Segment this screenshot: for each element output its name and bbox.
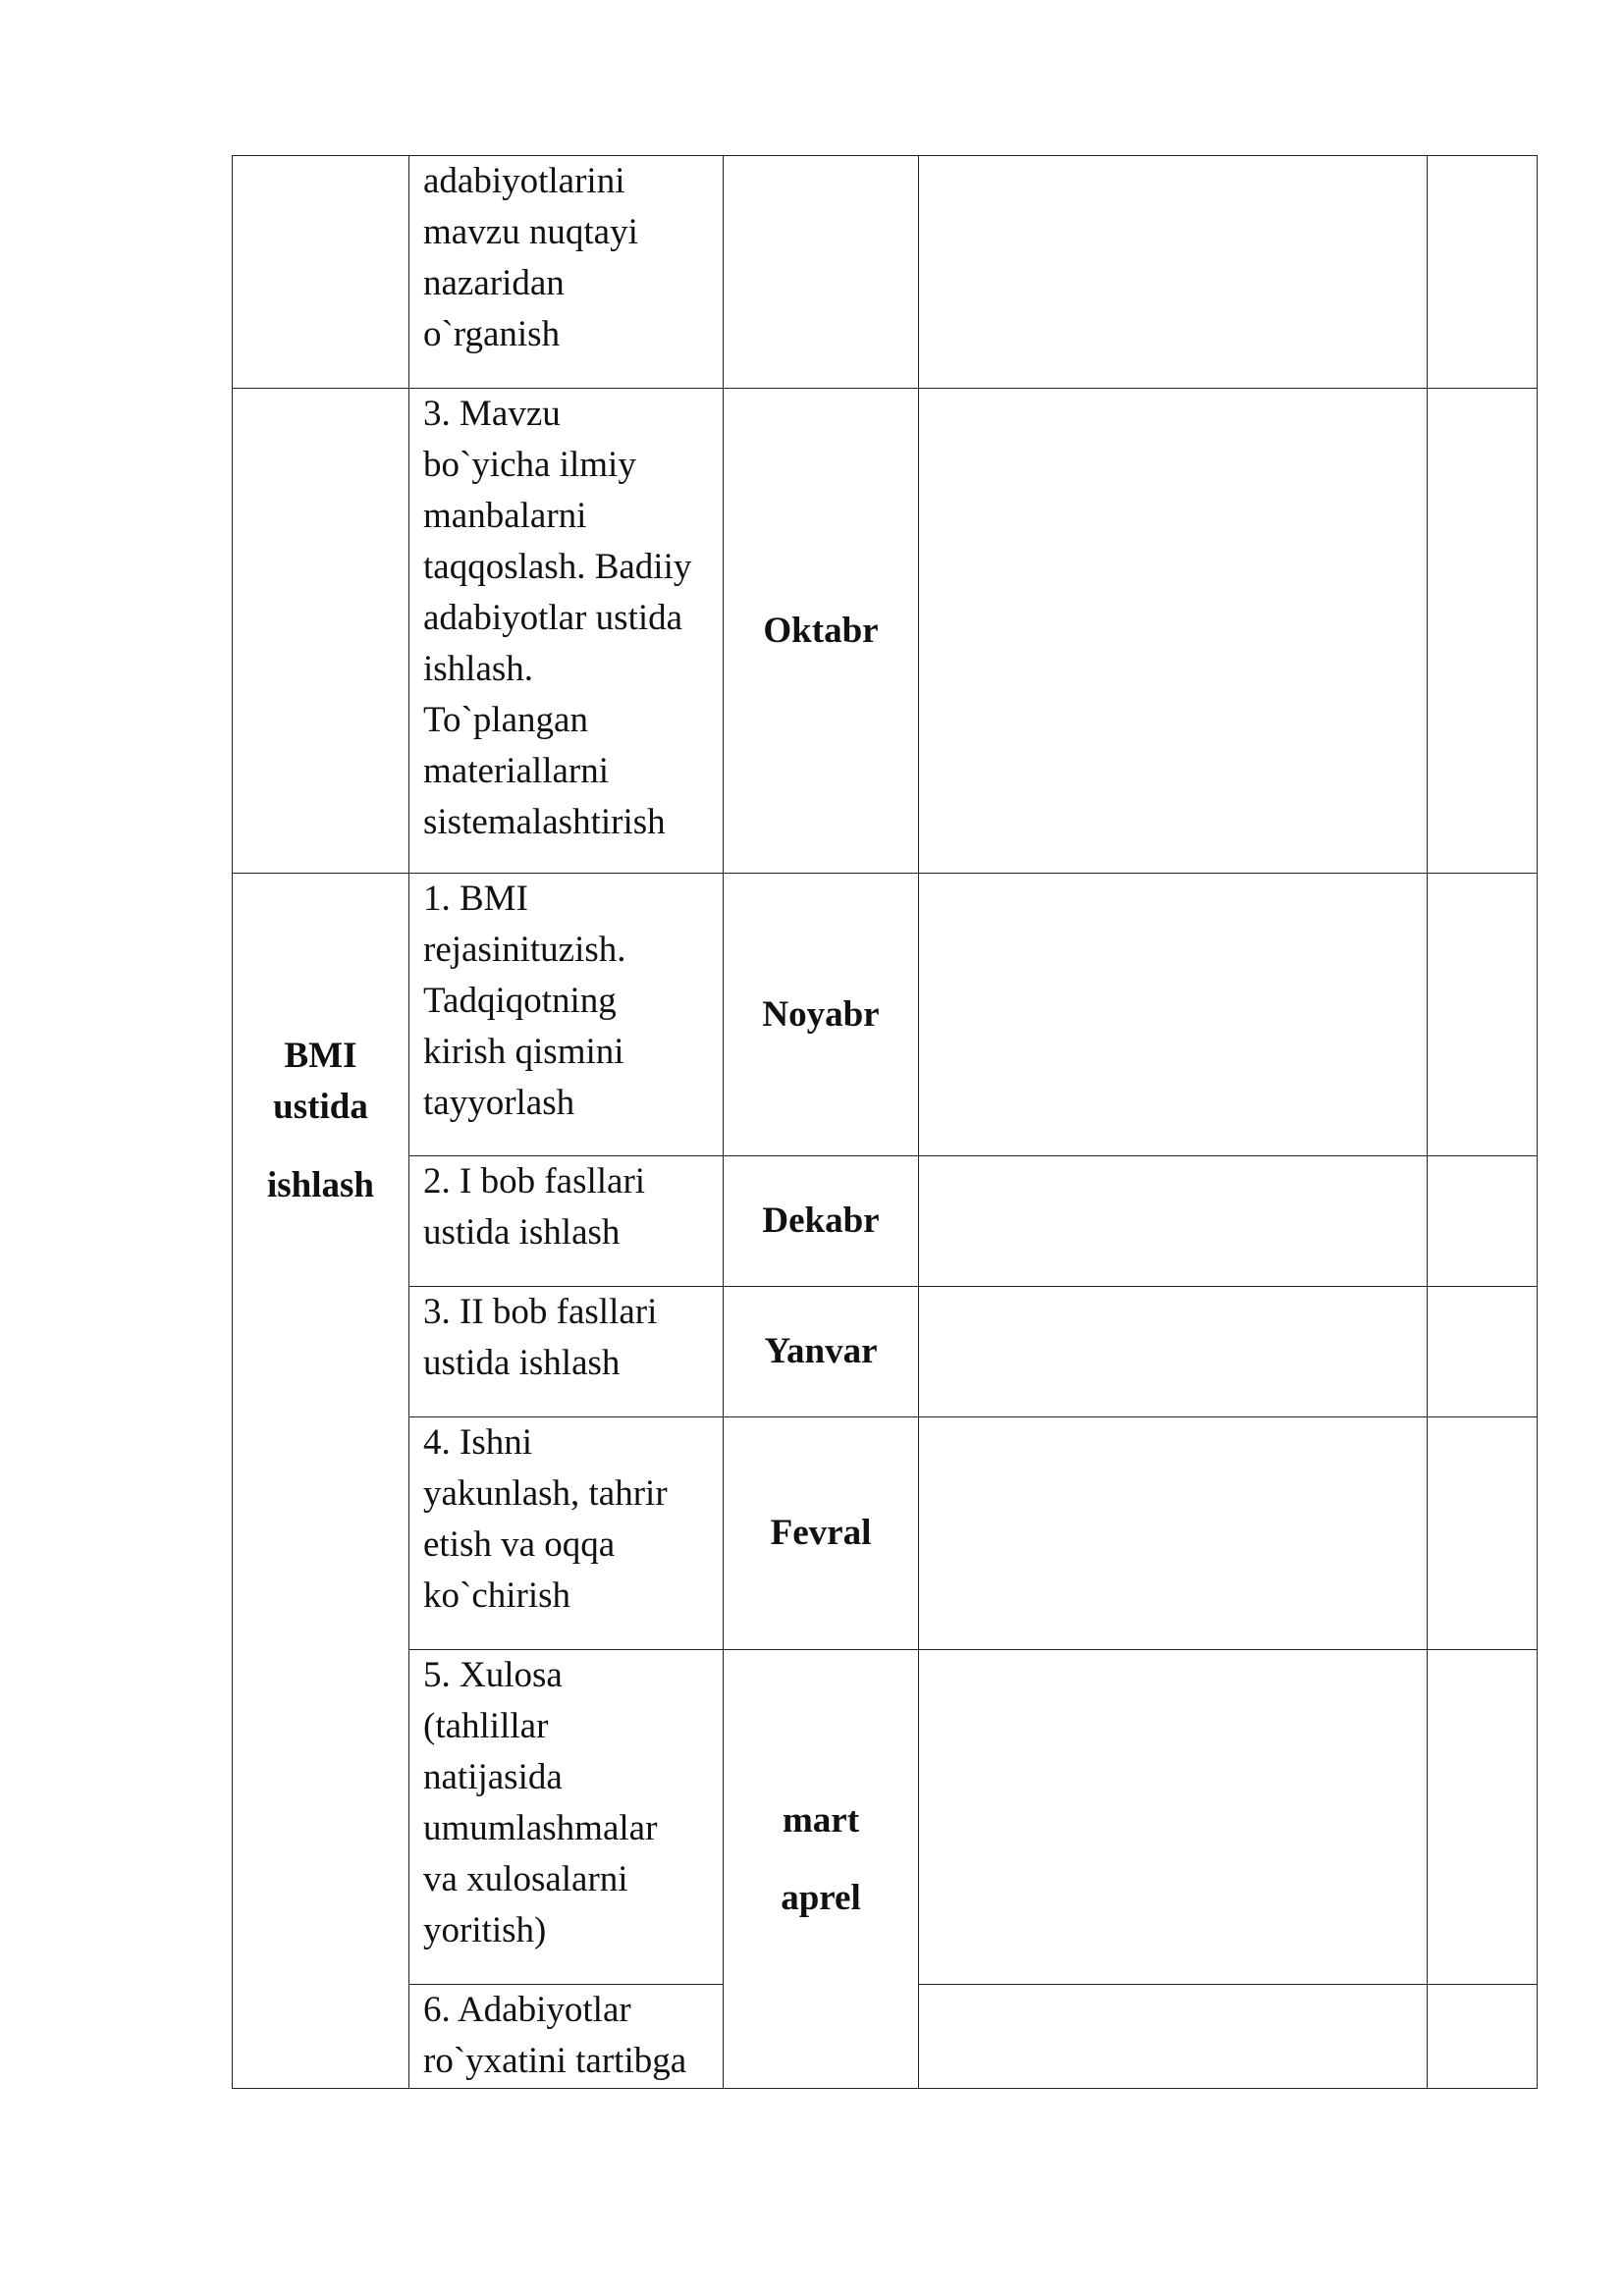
task-cell (409, 1417, 724, 1650)
task-cell (409, 156, 724, 389)
notes-cell (919, 1417, 1428, 1650)
month-cell (724, 1650, 919, 2089)
work-plan-table (232, 155, 1538, 2089)
stage-cell (233, 874, 409, 2089)
notes-cell (919, 1287, 1428, 1417)
stage-label-line: ishlash (266, 1165, 374, 1205)
task-text: 4. Ishni yakunlash, tahrir etish va oqqa ko`chirish (423, 1422, 668, 1616)
task-text: 2. I bob fasllari ustida ishlash (423, 1161, 646, 1253)
task-text: adabiyotlarini mavzu nuqtayi nazaridan o`rganish (423, 161, 638, 354)
mark-cell (1428, 389, 1538, 874)
table-row (233, 389, 1538, 874)
task-text: 6. Adabiyotlar ro`yxatini tartibga (423, 1990, 687, 2081)
table-row (233, 156, 1538, 389)
table-row (233, 1156, 1538, 1287)
task-text: 3. II bob fasllari ustida ishlash (423, 1292, 658, 1383)
mark-cell (1428, 1287, 1538, 1417)
mark-cell (1428, 1156, 1538, 1287)
month-cell (724, 1417, 919, 1650)
notes-cell (919, 1156, 1428, 1287)
task-text: 1. BMI rejasinituzish. Tadqiqotning kirish qismini tayyorlash (423, 879, 626, 1123)
month-text: Noyabr (762, 993, 880, 1035)
task-cell (409, 389, 724, 874)
stage-cell (233, 389, 409, 874)
mark-cell (1428, 156, 1538, 389)
table-row (233, 874, 1538, 1156)
mark-cell (1428, 1985, 1538, 2089)
month-cell (724, 1287, 919, 1417)
mark-cell (1428, 874, 1538, 1156)
notes-cell (919, 156, 1428, 389)
task-text: 5. Xulosa (tahlillar natijasida umumlashmalar va xulosalarni yoritish) (423, 1655, 658, 1950)
task-cell (409, 1156, 724, 1287)
month-cell (724, 156, 919, 389)
task-cell (409, 1985, 724, 2089)
month-text: mart (782, 1800, 860, 1841)
month-text: Dekabr (762, 1201, 880, 1241)
month-text: Yanvar (764, 1331, 878, 1371)
month-text: Oktabr (763, 610, 879, 651)
mark-cell (1428, 1650, 1538, 1985)
stage-label-line: BMI (284, 1036, 357, 1076)
month-cell (724, 389, 919, 874)
table-row (233, 1287, 1538, 1417)
notes-cell (919, 389, 1428, 874)
task-text: 3. Mavzu bo`yicha ilmiy manbalarni taqqoslash. Badiiy adabiyotlar ustida ishlash. To`plangan materiallarni sistemalashtirish (423, 394, 692, 842)
task-cell (409, 1650, 724, 1985)
table-row (233, 1417, 1538, 1650)
mark-cell (1428, 1417, 1538, 1650)
stage-cell (233, 156, 409, 389)
month-text: Fevral (770, 1513, 872, 1553)
table-row (233, 1650, 1538, 1985)
task-cell (409, 1287, 724, 1417)
notes-cell (919, 1650, 1428, 1985)
month-cell (724, 874, 919, 1156)
task-cell (409, 874, 724, 1156)
stage-label-line: ustida (273, 1087, 368, 1127)
month-text: aprel (781, 1878, 861, 1918)
notes-cell (919, 874, 1428, 1156)
month-cell (724, 1156, 919, 1287)
notes-cell (919, 1985, 1428, 2089)
